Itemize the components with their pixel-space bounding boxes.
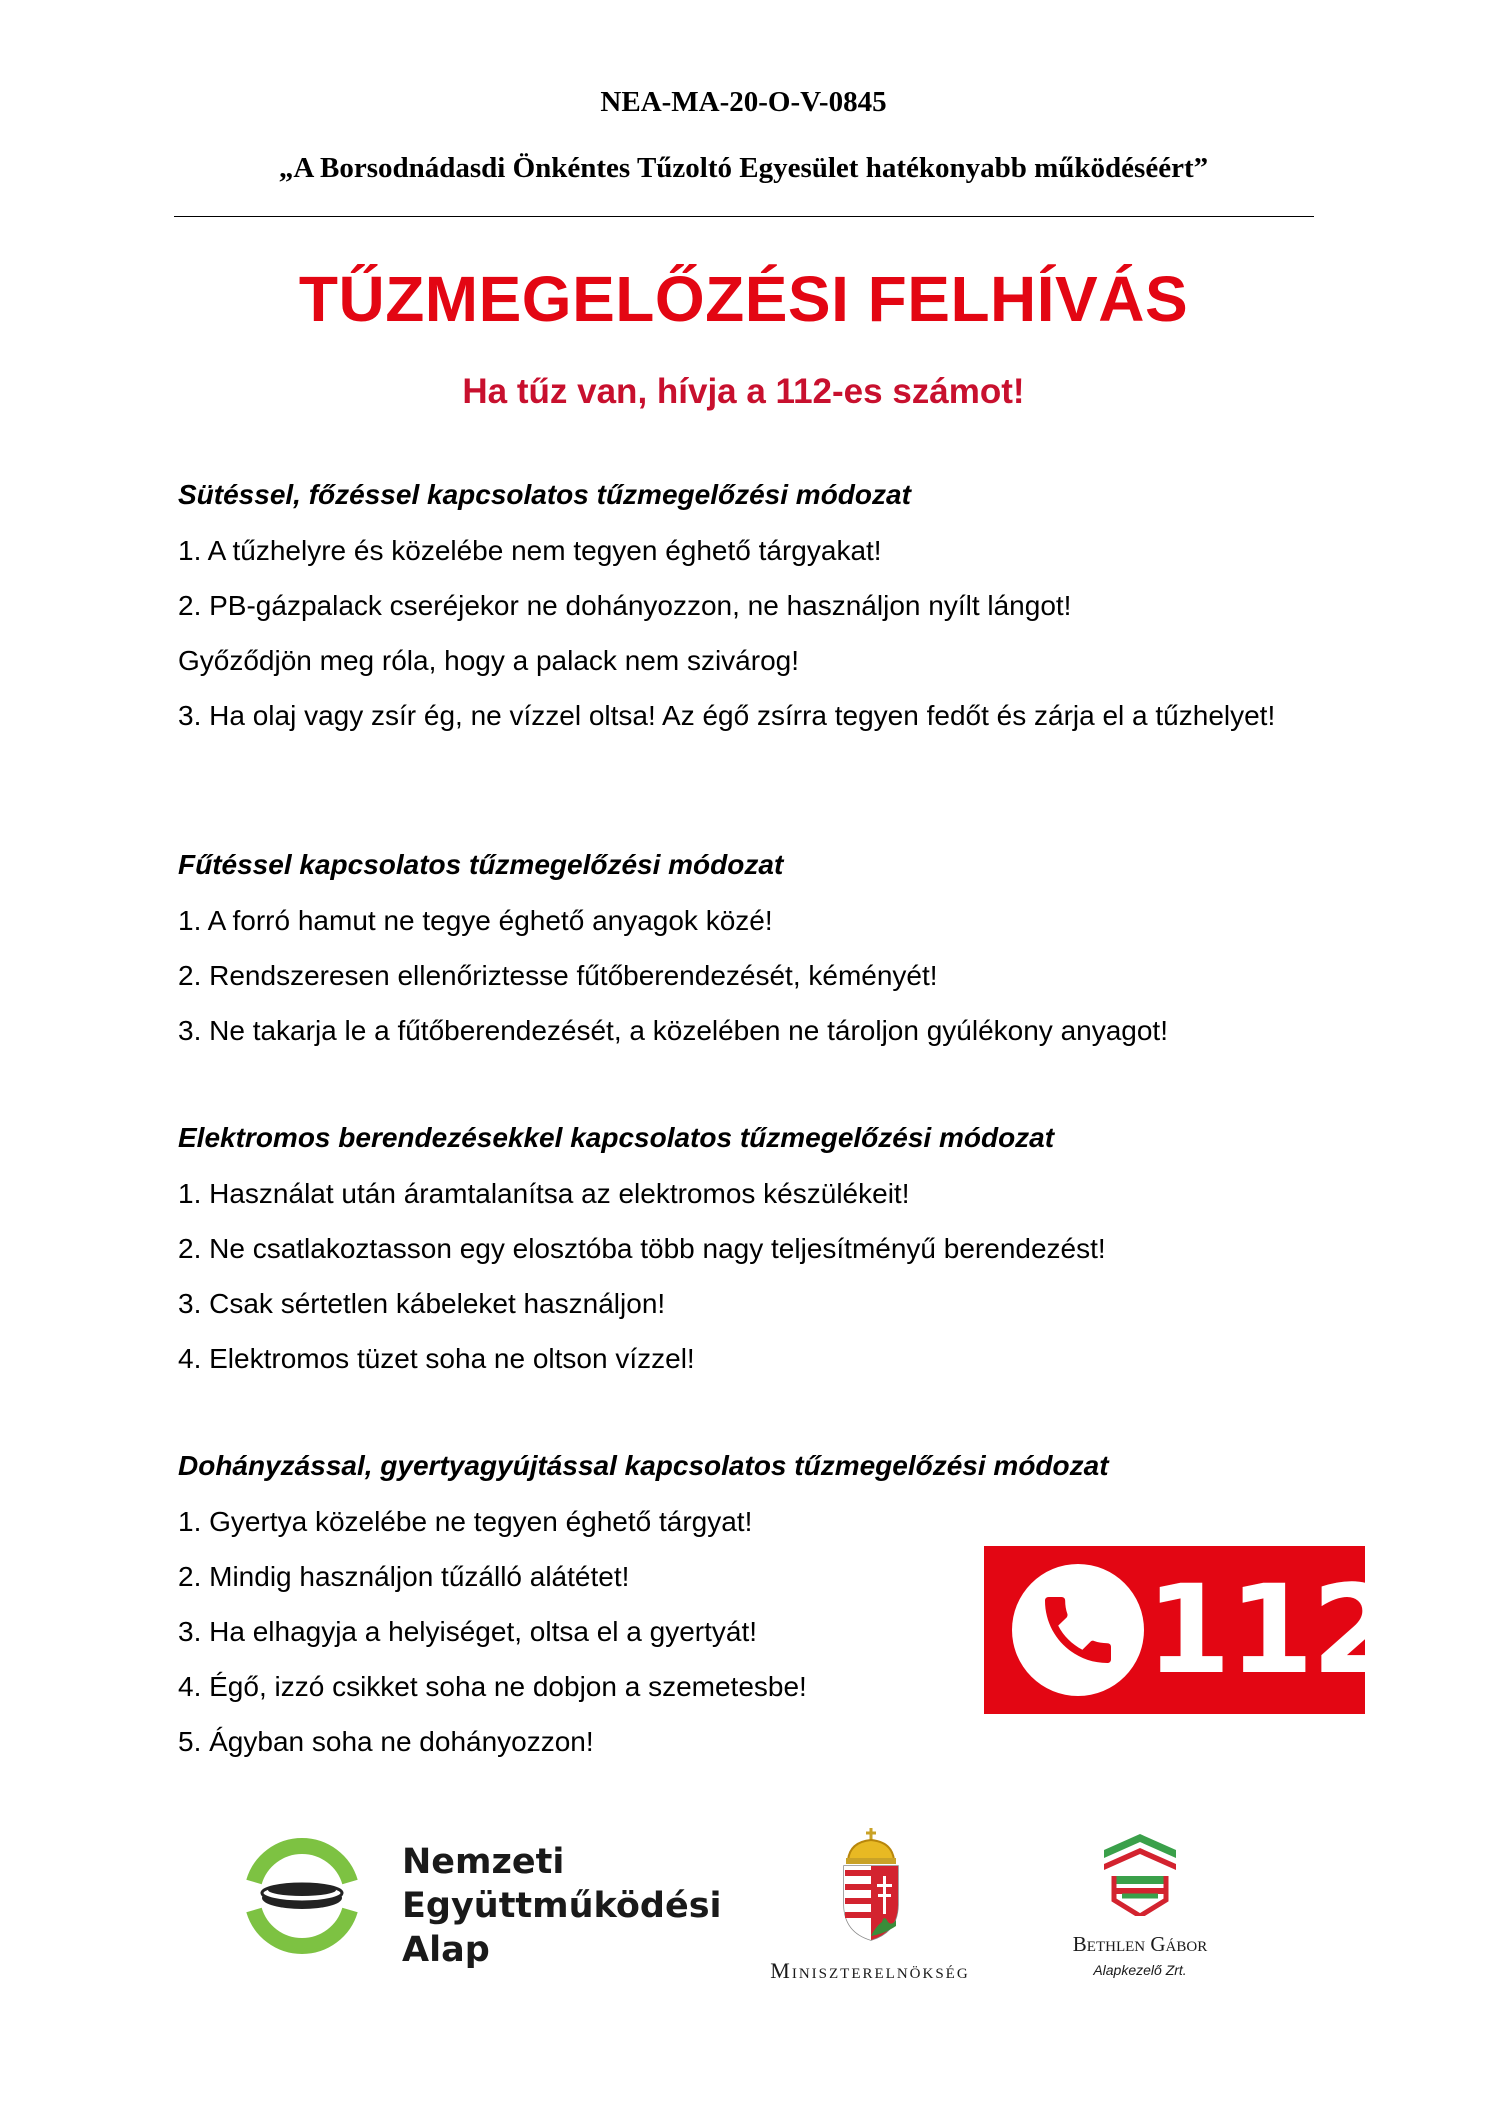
list-item: 2. Rendszeresen ellenőriztesse fűtőberendezését, kéményét!	[178, 960, 938, 991]
section-electrical	[178, 1121, 1312, 1395]
list-item: 2. Mindig használjon tűzálló alátétet!	[178, 1561, 630, 1592]
section-heading: Elektromos berendezésekkel kapcsolatos tűzmegelőzési módozat	[178, 1122, 1055, 1153]
emergency-number-badge	[984, 1546, 1395, 1714]
list-item: 3. Ha elhagyja a helyiséget, oltsa el a gyertyát!	[178, 1616, 758, 1647]
section-cooking	[178, 478, 1312, 752]
emergency-number: 112	[1146, 1559, 1395, 1701]
nea-name-line: Alap	[402, 1930, 490, 1970]
section-heading: Fűtéssel kapcsolatos tűzmegelőzési módozat	[178, 849, 784, 880]
section-heading: Sütéssel, főzéssel kapcsolatos tűzmegelőzési módozat	[178, 479, 911, 510]
page-subtitle: Ha tűz van, hívja a 112-es számot!	[462, 372, 1025, 411]
list-item: Győződjön meg róla, hogy a palack nem szivárog!	[178, 645, 799, 676]
section-heading: Dohányzással, gyertyagyújtással kapcsolatos tűzmegelőzési módozat	[178, 1450, 1109, 1481]
coat-of-arms-icon	[838, 1826, 904, 1946]
list-item: 4. Égő, izzó csikket soha ne dobjon a szemetesbe!	[178, 1671, 807, 1702]
section-smoking-candles	[178, 1449, 1109, 1778]
list-item: 5. Ágyban soha ne dohányozzon!	[178, 1726, 594, 1757]
list-item: 1. A tűzhelyre és közelébe nem tegyen éghető tárgyakat!	[178, 535, 882, 566]
list-item: 3. Ha olaj vagy zsír ég, ne vízzel oltsa! Az égő zsírra tegyen fedőt és zárja el a tűzhelyet!	[178, 700, 1276, 731]
list-item: 2. Ne csatlakoztasson egy elosztóba több nagy teljesítményű berendezést!	[178, 1233, 1106, 1264]
bethlen-gabor-subtitle: Alapkezelő Zrt.	[1093, 1962, 1187, 1978]
nea-logo-icon	[238, 1832, 366, 1960]
section-heating	[178, 848, 1312, 1067]
page-title: TŰZMEGELŐZÉSI FELHÍVÁS	[298, 263, 1189, 335]
ministry-name: Miniszterelnökség	[770, 1958, 970, 1983]
project-title: „A Borsodnádasdi Önkéntes Tűzoltó Egyesület hatékonyabb működéséért”	[278, 152, 1209, 184]
list-item: 2. PB-gázpalack cseréjekor ne dohányozzon, ne használjon nyílt lángot!	[178, 590, 1072, 621]
bethlen-gabor-name: Bethlen Gábor	[1072, 1932, 1208, 1956]
list-item: 3. Ne takarja le a fűtőberendezését, a közelében ne tároljon gyúlékony anyagot!	[178, 1015, 1168, 1046]
bethlen-gabor-logo-icon	[1100, 1830, 1180, 1916]
phone-icon	[1012, 1564, 1144, 1696]
project-code: NEA-MA-20-O-V-0845	[600, 86, 887, 118]
nea-name	[402, 1840, 722, 1972]
nea-name-line: Nemzeti	[402, 1842, 565, 1882]
nea-name-line: Együttműködési	[402, 1886, 722, 1926]
list-item: 3. Csak sértetlen kábeleket használjon!	[178, 1288, 666, 1319]
list-item: 1. Gyertya közelébe ne tegyen éghető tárgyat!	[178, 1506, 753, 1537]
list-item: 1. Használat után áramtalanítsa az elektromos készülékeit!	[178, 1178, 910, 1209]
list-item: 1. A forró hamut ne tegye éghető anyagok közé!	[178, 905, 773, 936]
list-item: 4. Elektromos tüzet soha ne oltson vízzel!	[178, 1343, 695, 1374]
header-divider	[174, 216, 1314, 217]
